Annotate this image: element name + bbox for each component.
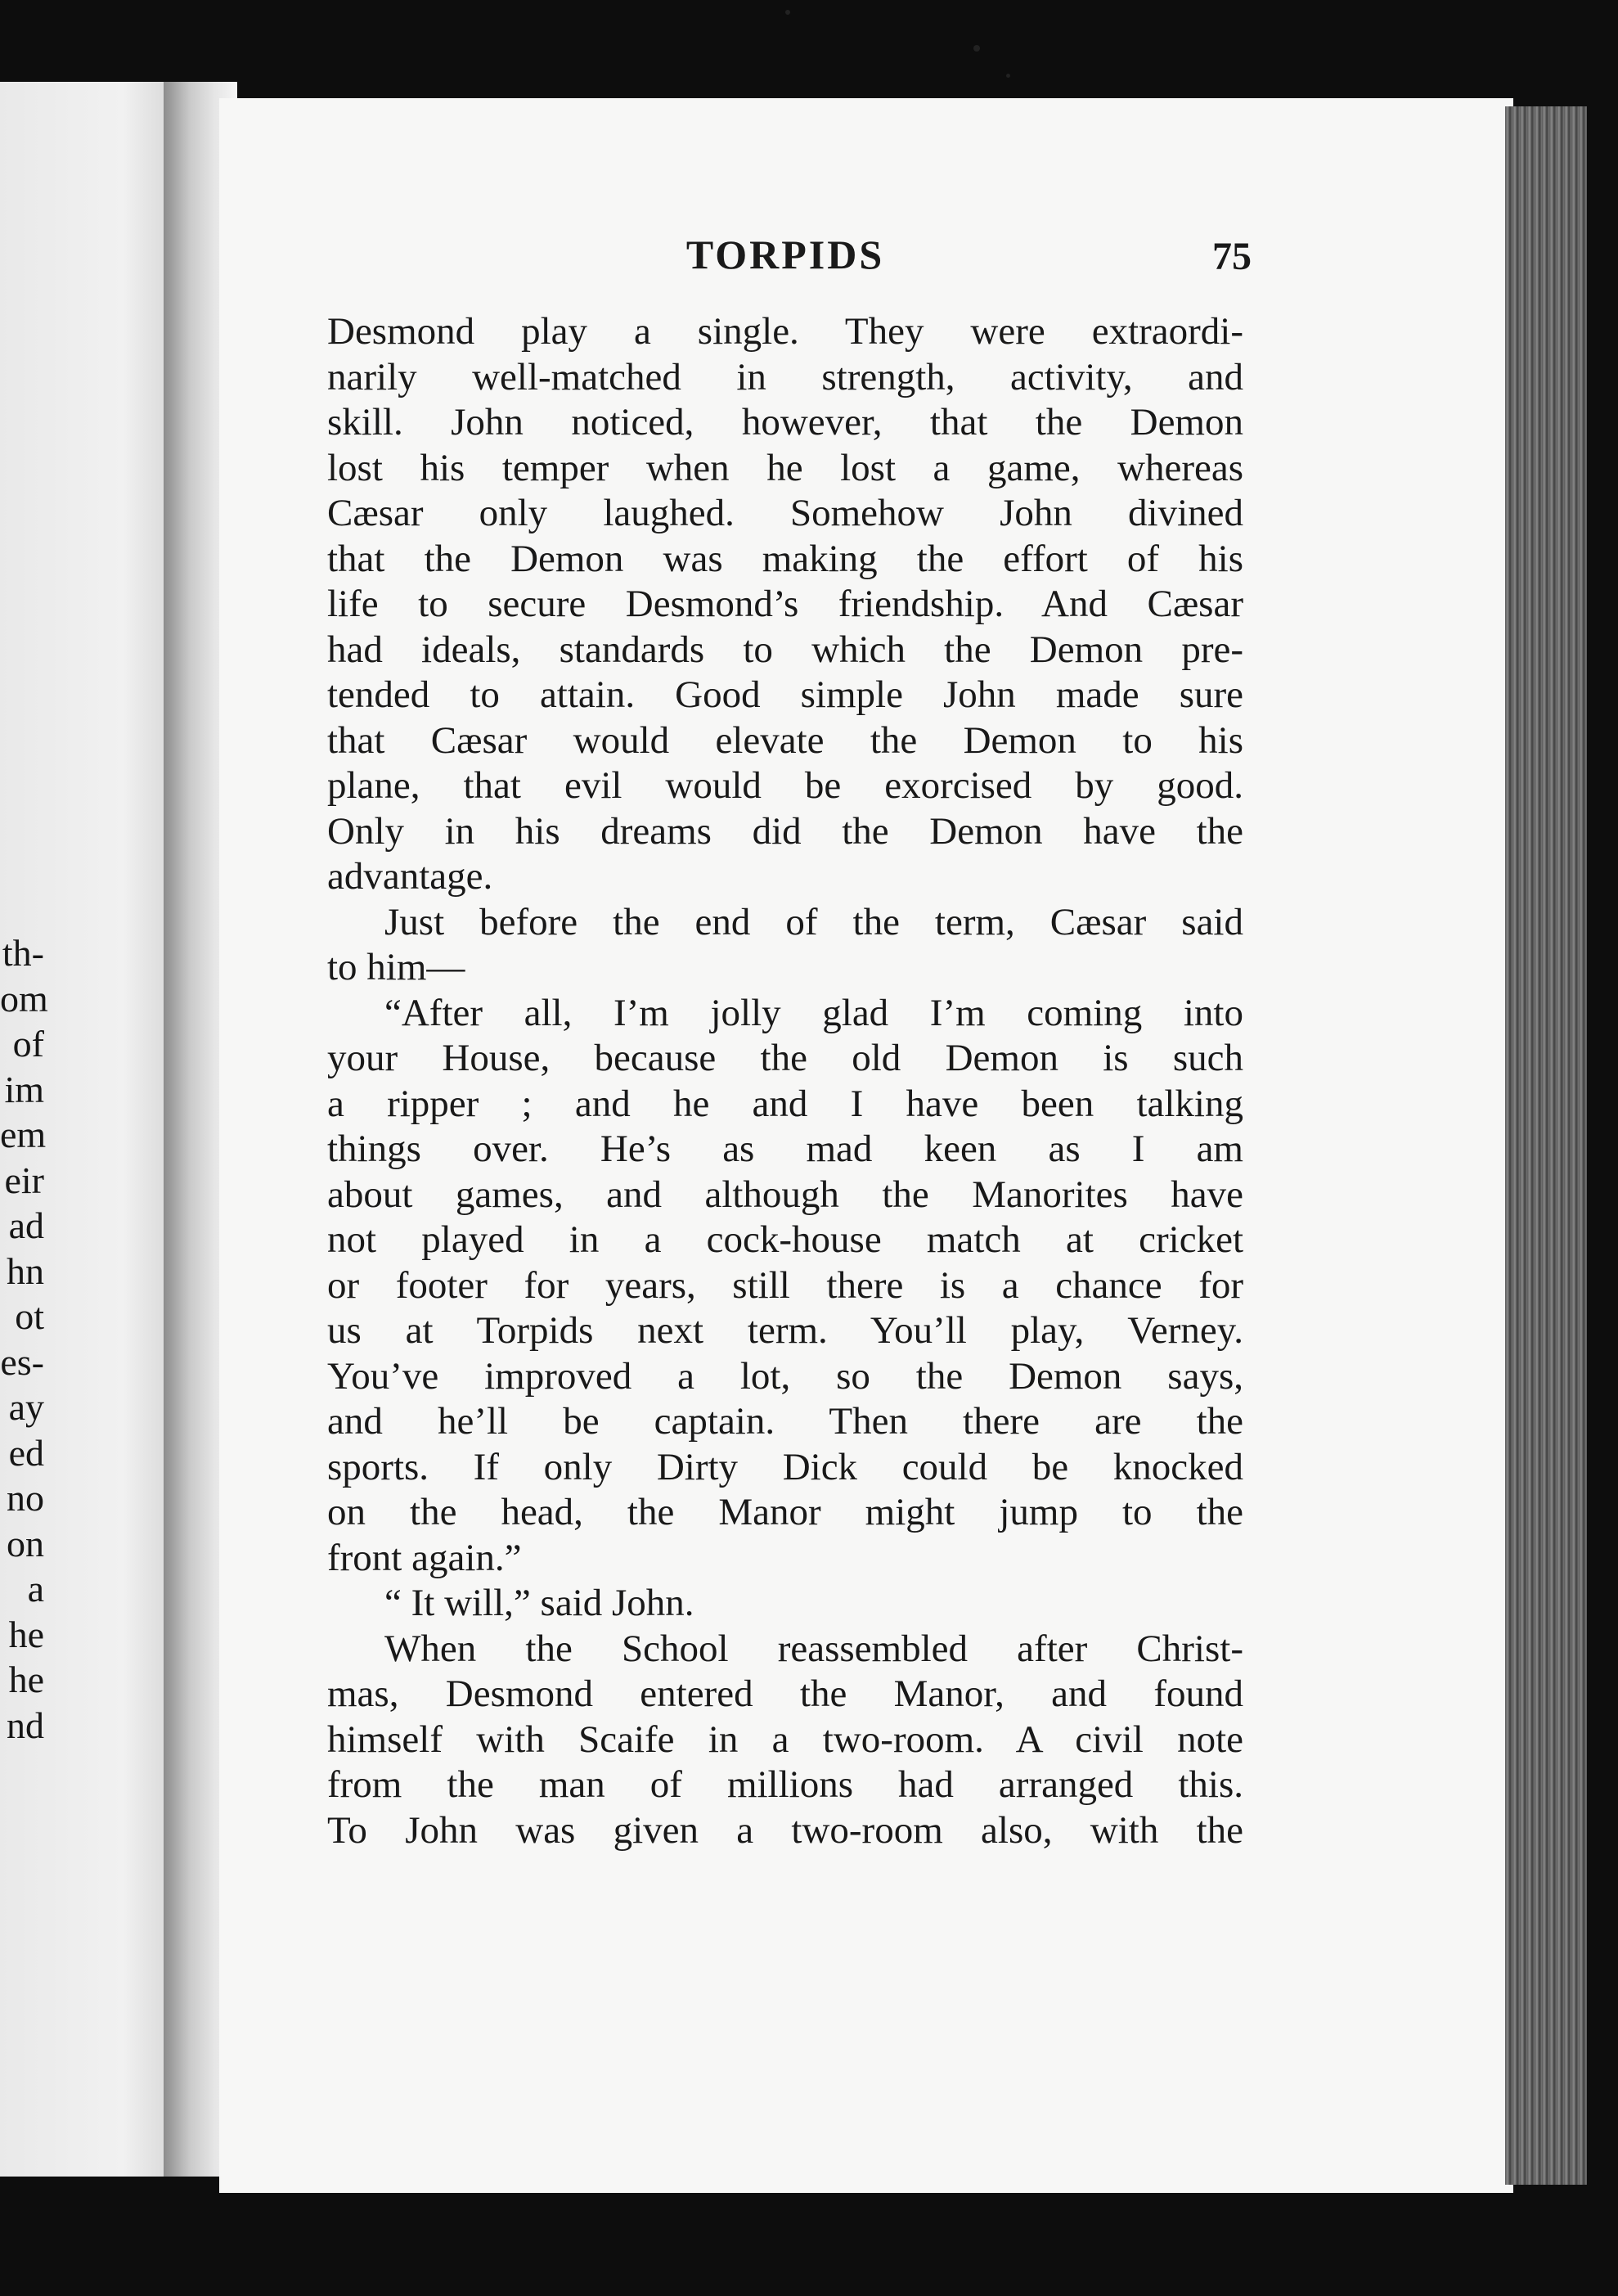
text-line: mas, Desmond entered the Manor, and found — [327, 1672, 1243, 1715]
text-line: Cæsar only laughed. Somehow John divined — [327, 492, 1243, 534]
text-line: Desmond play a single. They were extraordi- — [327, 310, 1243, 353]
page-number: 75 — [1212, 235, 1252, 278]
left-page-text-fragment: a — [27, 1568, 44, 1609]
text-line: You’ve improved a lot, so the Demon says, — [327, 1354, 1243, 1398]
text-line: skill. John noticed, however, that the Demon — [327, 401, 1243, 443]
left-page-text-fragment: eir — [4, 1159, 44, 1201]
left-page-text-fragment: im — [4, 1068, 44, 1110]
left-page-text-fragment: ed — [8, 1431, 44, 1474]
text-line: tended to attain. Good simple John made sure — [327, 673, 1243, 716]
text-line: that Cæsar would elevate the Demon to his — [327, 718, 1243, 762]
text-line: front again.” — [327, 1536, 522, 1579]
left-page-text-fragment: em — [0, 1114, 47, 1155]
left-page-text-fragment: no — [7, 1477, 44, 1519]
text-line: advantage. — [327, 855, 493, 898]
text-line: and he’ll be captain. Then there are the — [327, 1400, 1243, 1443]
left-page-text-fragment: ad — [8, 1204, 44, 1246]
text-line: plane, that evil would be exorcised by good. — [327, 764, 1243, 807]
left-page-text-fragment: hn — [7, 1249, 44, 1292]
text-line: a ripper ; and he and I have been talking — [327, 1082, 1243, 1125]
left-page-text-fragment: of — [12, 1023, 44, 1065]
dust-speck — [973, 45, 980, 52]
page-header — [319, 231, 1252, 280]
body-text — [327, 309, 1243, 1853]
text-line: “After all, I’m jolly glad I’m coming into — [384, 991, 1243, 1034]
text-line: things over. He’s as mad keen as I am — [327, 1128, 1243, 1170]
left-page-text-fragment: nd — [7, 1704, 44, 1746]
text-line: or footer for years, still there is a chance for — [327, 1263, 1243, 1307]
text-line: your House, because the old Demon is such — [327, 1037, 1243, 1079]
text-line: about games, and although the Manorites have — [327, 1173, 1243, 1216]
text-line: sports. If only Dirty Dick could be knocked — [327, 1445, 1243, 1488]
running-head: TORPIDS — [685, 232, 885, 277]
left-page-text-fragment: he — [8, 1659, 44, 1700]
text-line: us at Torpids next term. You’ll play, Verney. — [327, 1309, 1243, 1352]
left-page-text-fragment: ot — [15, 1295, 44, 1337]
text-line: to him— — [327, 946, 465, 988]
text-line: from the man of millions had arranged this. — [327, 1763, 1243, 1806]
left-page-text-fragment: es- — [0, 1340, 44, 1383]
text-line: not played in a cock-house match at cricket — [327, 1218, 1243, 1261]
text-line: narily well-matched in strength, activity, and — [327, 355, 1243, 398]
text-line: had ideals, standards to which the Demon pre- — [327, 628, 1243, 671]
text-line: lost his temper when he lost a game, whereas — [327, 446, 1243, 489]
dust-speck — [1006, 74, 1010, 78]
text-line: When the School reassembled after Christ- — [384, 1627, 1243, 1670]
text-line: himself with Scaife in a two-room. A civil note — [327, 1717, 1243, 1761]
text-line: Only in his dreams did the Demon have the — [327, 809, 1243, 853]
text-line: on the head, the Manor might jump to the — [327, 1491, 1243, 1533]
dust-speck — [785, 10, 790, 15]
text-line: “ It will,” said John. — [384, 1582, 694, 1624]
text-line: To John was given a two-room also, with the — [327, 1808, 1243, 1852]
text-line: Just before the end of the term, Cæsar said — [384, 900, 1243, 943]
text-line: that the Demon was making the effort of his — [327, 537, 1243, 580]
left-page-text-fragment: th- — [2, 932, 44, 974]
left-page-text-fragment: om — [0, 977, 48, 1020]
left-page-text-fragment: on — [7, 1522, 44, 1564]
left-page-text-fragment: ay — [8, 1386, 44, 1428]
left-page-text-fragment: he — [8, 1613, 44, 1655]
page-edges — [1505, 106, 1587, 2185]
text-line: life to secure Desmond’s friendship. And Cæsar — [327, 583, 1243, 625]
